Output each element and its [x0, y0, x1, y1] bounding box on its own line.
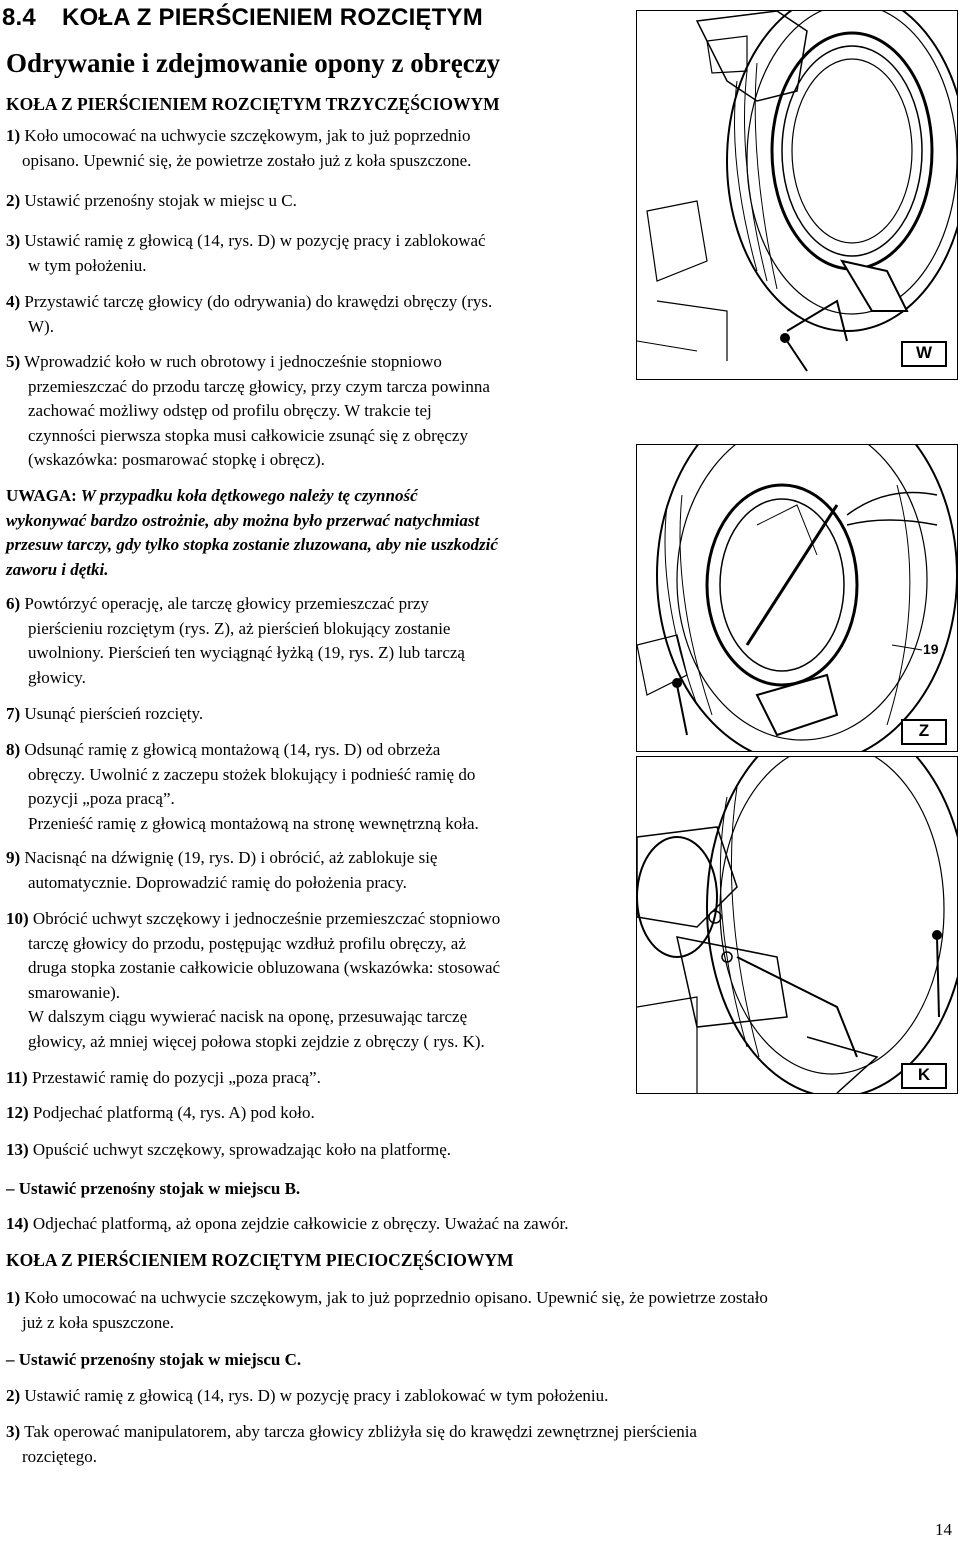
figure-k-illustration	[637, 757, 957, 1093]
step-text: Nacisnąć na dźwignię (19, rys. D) i obrócić, aż zablokuje się	[24, 848, 438, 867]
step-number: 1)	[6, 126, 21, 145]
part2-heading: KOŁA Z PIERŚCIENIEM ROZCIĘTYM PIECIOCZĘŚCIOWYM	[6, 1250, 514, 1270]
step-text: Ustawić ramię z głowicą (14, rys. D) w pozycję pracy i zablokować w tym położeniu.	[24, 1386, 609, 1405]
step-10	[6, 907, 500, 1054]
step-12	[6, 1101, 315, 1126]
step-text: Koło umocować na uchwycie szczękowym, jak to już poprzednio opisano. Upewnić się, że powietrze zostało	[24, 1288, 768, 1307]
step-text: Podjechać platformą (4, rys. A) pod koło.	[32, 1103, 315, 1122]
step-text: Przestawić ramię do pozycji „poza pracą”.	[31, 1068, 321, 1087]
step-text: zachować możliwy odstęp od profilu obręczy. W trakcie tej	[28, 401, 432, 420]
warning-note	[6, 484, 626, 582]
part2-step-2	[6, 1384, 608, 1409]
step-number: 13)	[6, 1140, 29, 1159]
step-7	[6, 702, 203, 727]
dash-note-c: – Ustawić przenośny stojak w miejscu C.	[6, 1350, 302, 1369]
section-title: KOŁA Z PIERŚCIENIEM ROZCIĘTYM	[62, 4, 483, 31]
step-1	[6, 124, 471, 173]
step-text: pozycji „poza pracą”.	[28, 789, 175, 808]
figure-k-label: K	[901, 1063, 947, 1089]
step-text: przemieszczać do przodu tarczę głowicy, przy czym tarcza powinna	[28, 376, 490, 396]
figure-z-callout: 19	[923, 641, 939, 657]
figure-k	[636, 756, 958, 1094]
step-number: 7)	[6, 704, 21, 723]
warning-text: wykonywać bardzo ostrożnie, aby można było przerwać natychmiast	[6, 510, 480, 530]
figure-z-illustration	[637, 445, 957, 751]
step-text: Ustawić przenośny stojak w miejsc u C.	[24, 191, 297, 210]
step-number: 5)	[6, 352, 21, 371]
step-6	[6, 592, 465, 690]
step-number: 6)	[6, 594, 21, 613]
step-text: Powtórzyć operację, ale tarczę głowicy przemieszczać przy	[24, 594, 429, 613]
step-text: Wprowadzić koło w ruch obrotowy i jednocześnie stopniowo	[24, 352, 442, 371]
step-number: 9)	[6, 848, 21, 867]
step-13	[6, 1138, 451, 1163]
section-heading	[2, 4, 483, 32]
section-number: 8.4	[2, 4, 36, 31]
step-text: w tym położeniu.	[28, 255, 147, 275]
step-4	[6, 290, 492, 339]
page-subtitle: Odrywanie i zdejmowanie opony z obręczy	[6, 48, 501, 78]
step-text: Przystawić tarczę głowicy (do odrywania) do krawędzi obręczy (rys.	[24, 292, 493, 311]
step-number: 2)	[6, 1386, 21, 1405]
step-text: Obrócić uchwyt szczękowy i jednocześnie przemieszczać stopniowo	[32, 909, 501, 928]
step-text: smarowanie).	[28, 982, 121, 1002]
step-text: (wskazówka: posmarować stopkę i obręcz).	[28, 450, 325, 469]
step-text: głowicy.	[28, 667, 86, 687]
figure-w	[636, 10, 958, 380]
step-text: Usunąć pierścień rozcięty.	[24, 704, 204, 723]
step-8	[6, 738, 479, 836]
step-text: Odjechać platformą, aż opona zejdzie całkowicie z obręczy. Uważać na zawór.	[32, 1214, 569, 1233]
step-text: Ustawić ramię z głowicą (14, rys. D) w pozycję pracy i zablokować	[24, 231, 486, 250]
step-text: obręczy. Uwolnić z zaczepu stożek blokujący i podnieść ramię do	[28, 764, 476, 784]
step-text: głowicy, aż mniej więcej połowa stopki zejdzie z obręczy ( rys. K).	[28, 1031, 485, 1051]
step-number: 4)	[6, 292, 21, 311]
warning-text: zaworu i dętki.	[6, 559, 109, 579]
step-text: rozciętego.	[22, 1446, 98, 1466]
step-text: już z koła spuszczone.	[22, 1312, 174, 1332]
warning-text: W przypadku koła dętkowego należy tę czynność	[76, 486, 418, 505]
step-3	[6, 229, 486, 278]
warning-text: przesuw tarczy, gdy tylko stopka zostanie zluzowana, aby nie uszkodzić	[6, 535, 498, 554]
step-text: czynności pierwsza stopka musi całkowicie zsunąć się z obręczy	[28, 425, 468, 445]
step-number: 2)	[6, 191, 21, 210]
step-11	[6, 1066, 321, 1091]
step-text: Opuścić uchwyt szczękowy, sprowadzając koło na platformę.	[32, 1140, 451, 1159]
step-text: pierścieniu rozciętym (rys. Z), aż pierścień blokujący zostanie	[28, 618, 451, 638]
step-14	[6, 1212, 568, 1237]
step-number: 1)	[6, 1288, 21, 1307]
step-number: 14)	[6, 1214, 29, 1233]
step-text: Odsunąć ramię z głowicą montażową (14, rys. D) od obrzeża	[24, 740, 441, 759]
step-text: uwolniony. Pierścień ten wyciągnąć łyżką (19, rys. Z) lub tarczą	[28, 643, 465, 662]
step-number: 3)	[6, 231, 21, 250]
step-text: druga stopka zostanie całkowicie obluzowana (wskazówka: stosować	[28, 958, 501, 977]
step-text: tarczę głowicy do przodu, postępując wzdłuż profilu obręczy, aż	[28, 933, 466, 953]
page-number: 14	[935, 1520, 952, 1539]
step-number: 11)	[6, 1068, 28, 1087]
step-text: W).	[28, 316, 54, 336]
step-number: 12)	[6, 1103, 29, 1122]
step-number: 10)	[6, 909, 29, 928]
step-number: 3)	[6, 1422, 21, 1441]
figure-w-label: W	[901, 341, 947, 367]
step-text: opisano. Upewnić się, że powietrze zostało już z koła spuszczone.	[22, 150, 472, 170]
step-number: 8)	[6, 740, 21, 759]
part2-step-3	[6, 1420, 697, 1469]
step-text: Przenieść ramię z głowicą montażową na stronę wewnętrzną koła.	[28, 813, 479, 833]
step-text: automatycznie. Doprowadzić ramię do położenia pracy.	[28, 872, 407, 892]
figure-w-illustration	[637, 11, 957, 379]
figure-z-label: Z	[901, 719, 947, 745]
warning-label: UWAGA:	[6, 486, 77, 505]
step-text: W dalszym ciągu wywierać nacisk na oponę, przesuwając tarczę	[28, 1007, 468, 1026]
figure-z	[636, 444, 958, 752]
part1-heading: KOŁA Z PIERŚCIENIEM ROZCIĘTYM TRZYCZĘŚCIOWYM	[6, 94, 500, 114]
part2-step-1	[6, 1286, 768, 1335]
step-text: Koło umocować na uchwycie szczękowym, jak to już poprzednio	[24, 126, 471, 145]
step-text: Tak operować manipulatorem, aby tarcza głowicy zbliżyła się do krawędzi zewnętrznej pierścienia	[24, 1422, 697, 1441]
step-2	[6, 189, 297, 214]
step-5	[6, 350, 490, 473]
dash-note-b: – Ustawić przenośny stojak w miejscu B.	[6, 1179, 301, 1198]
step-9	[6, 846, 437, 895]
